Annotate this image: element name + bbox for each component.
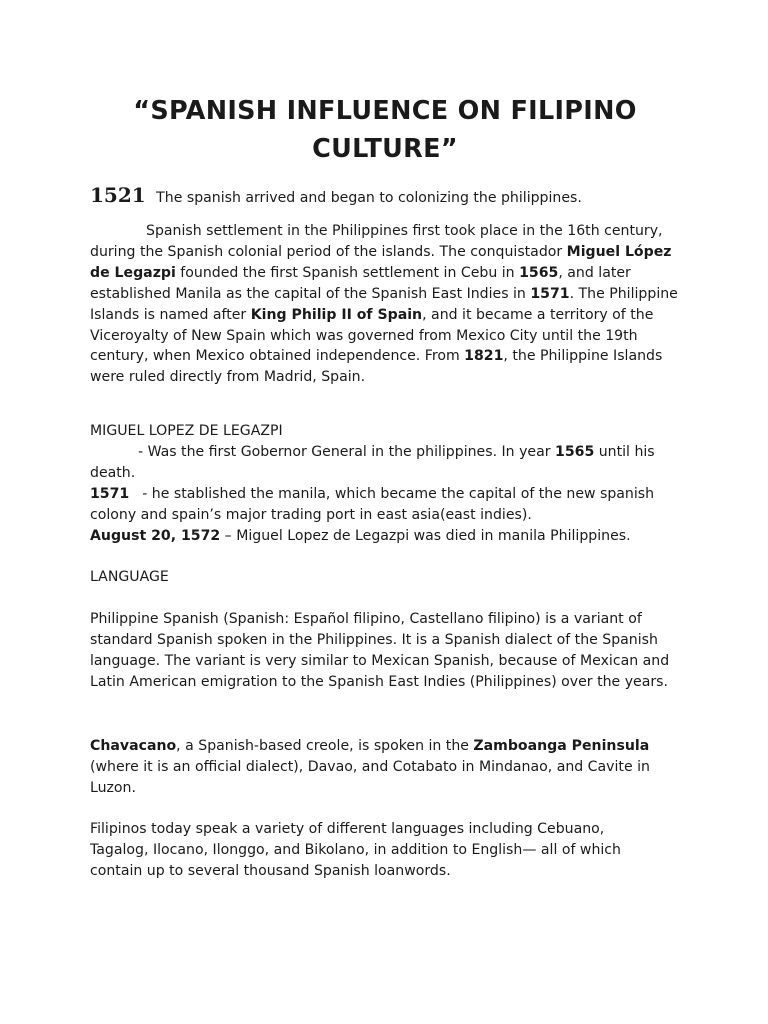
legazpi-heading: MIGUEL LOPEZ DE LEGAZPI (90, 423, 283, 439)
chavacano: Chavacano (90, 738, 177, 754)
intro-paragraph: Spanish settlement in the Philippines first took place in the 16th century, during the Spanish colonial period of the islands. The conquistador Miguel López de Legazpi founded the first Spanish settlement in Cebu in 1565, and later established Manila as the capital of the Spanish East Indies in 1571. The Philippine Islands is named after King Philip II of Spain, and it became a territory of the Viceroyalty of New Spain which was governed from Mexico City until the 19th century, when Mexico obtained independence. From 1821, the Philippine Islands were ruled directly from Madrid, Spain. (90, 223, 678, 386)
king-philip: King Philip II of Spain (250, 306, 423, 323)
legazpi-death-date: August 20, 1572 (90, 527, 221, 544)
arrival-line (90, 180, 690, 213)
legazpi-year-1565: 1565 (555, 444, 595, 460)
year-1571: 1571 (530, 285, 570, 302)
zamboanga-peninsula: Zamboanga Peninsula (473, 738, 650, 754)
year-1821: 1821 (464, 348, 504, 365)
language-paragraph-2: Chavacano, a Spanish-based creole, is spoken in the Zamboanga Peninsula (where it is an official dialect), Davao, and Cotabato in Mindanao, and Cavite in Luzon. (90, 738, 650, 796)
arrival-text: The spanish arrived and began to colonizing the philippines. (156, 190, 582, 206)
arrival-year: 1521 (90, 183, 146, 207)
language-paragraph-1: Philippine Spanish (Spanish: Español filipino, Castellano filipino) is a variant of standard Spanish spoken in the Philippines. It is a Spanish dialect of the Spanish language. The variant is very similar to Mexican Spanish, because of Mexican and Latin American emigration to the Spanish East Indies (Philippines) over the years. (90, 611, 670, 690)
language-paragraph-3: Filipinos today speak a variety of different languages including Cebuano, Tagalog, Ilocano, Ilonggo, and Bikolano, in addition to English— all of which contain up to several thousand Spanish loanwords. (90, 821, 621, 879)
legazpi-name: Miguel López de Legazpi (90, 243, 672, 281)
page-title: “SPANISH INFLUENCE ON FILIPINO CULTURE” (133, 96, 637, 164)
legazpi-details: - Was the first Gobernor General in the philippines. In year 1565 until his death. 1571 - he stablished the manila, which became the capital of the new spanish colony and spain’s major trading port in east asia(east indies). August 20, 1572 – Miguel Lopez de Legazpi was died in manila Philippines. (90, 444, 655, 544)
year-1565: 1565 (519, 264, 559, 281)
language-heading: LANGUAGE (90, 569, 169, 585)
legazpi-year-1571: 1571 (90, 485, 130, 502)
